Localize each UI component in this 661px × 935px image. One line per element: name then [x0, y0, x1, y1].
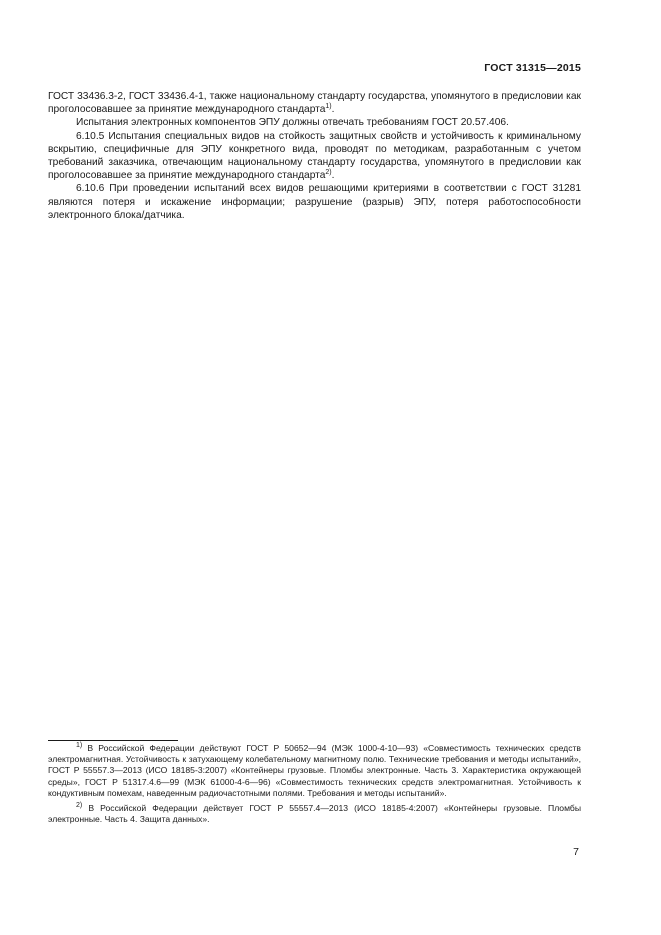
footnote-2: $^{2)}$ В Российской Федерации действует ГОСТ Р 55557.4—2013 (ИСО 18185-4:2007) «Контейнеры грузовые. Пломбы электронные. Часть 4. Защита данных».	[48, 802, 581, 825]
paragraph-electronic-components: Испытания электронных компонентов ЭПУ должны отвечать требованиям ГОСТ 20.57.406.	[76, 117, 509, 129]
paragraph-continuation: ГОСТ 33436.3-2, ГОСТ 33436.4-1, также национальному стандарту государства, упомянутого в предисловии как проголосовавшее за принятие международного стандарта$^{1)}$.	[48, 91, 581, 116]
footnote-separator	[48, 740, 178, 741]
footnote-1: $^{1)}$ В Российской Федерации действуют ГОСТ Р 50652—94 (МЭК 1000-4-10—93) «Совместимость технических средств электромагнитная. Устойчивость к затухающему колебательному магнитному полю. Технические требования и методы испытаний», ГОСТ Р 55557.3—2013 (ИСО 18185-3:2007) «Контейнеры грузовые. Пломбы электронные. Часть 3. Характеристика окружающей среды», ГОСТ Р 51317.4.6—99 (МЭК 61000-4-6—96) «Совместимость технических средств электромагнитная. Устойчивость к кондуктивным помехам, наведенным радиочастотными полями. Требования и методы испытаний».	[48, 742, 581, 798]
footnote-mark-1: 1)	[76, 742, 83, 749]
main-text	[48, 90, 581, 222]
paragraph-6-10-5: 6.10.5 Испытания специальных видов на стойкость защитных свойств и устойчивость к криминальному вскрытию, специфичные для ЭПУ конкретного вида, проводят по методикам, разработанным с учетом требований заказчика, отвечающим национальному стандарту государства, упомянутого в предисловии как проголосовавшее за принятие международного стандарта$^{2)}$.	[48, 130, 581, 182]
document-code-header: ГОСТ 31315—2015	[484, 62, 581, 74]
footnotes	[48, 743, 581, 829]
footnote-ref-2[interactable]: 2)	[325, 169, 332, 177]
page-number: 7	[573, 846, 579, 858]
footnote-mark-2: 2)	[76, 802, 83, 810]
footnote-ref-1[interactable]: 1)	[325, 103, 332, 111]
paragraph-6-10-6: 6.10.6 При проведении испытаний всех видов решающими критериями в соответствии с ГОСТ 31281 являются потеря и искажение информации; разрушение (разрыв) ЭПУ, потеря работоспособности электронного блока/датчика.	[48, 183, 581, 221]
